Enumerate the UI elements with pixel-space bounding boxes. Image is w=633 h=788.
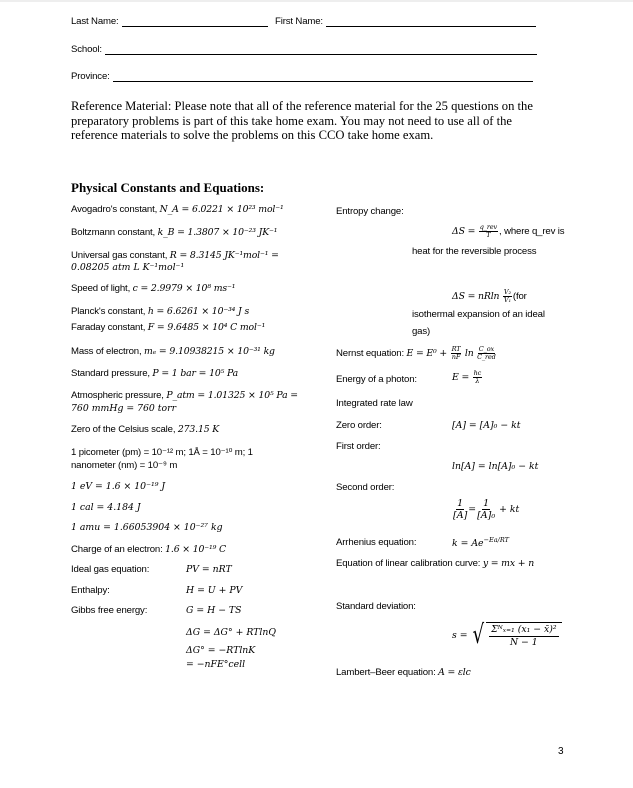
first-name-label: First Name:: [275, 16, 323, 27]
entropy-isothermal-note1: isothermal expansion of an ideal: [412, 309, 545, 320]
arrhenius-label: Arrhenius equation:: [336, 537, 417, 548]
last-name-field[interactable]: [71, 16, 268, 27]
fraction: $\frac{1}{\text{[A]₀}}$: [477, 498, 496, 521]
lambert-beer: Lambert–Beer equation: A = εlc: [336, 667, 471, 678]
entropy-isothermal-note2: gas): [412, 326, 431, 337]
entropy-equation-heat: ΔS = $\frac{\text{q\_rev}}{T}$ , where q_rev is: [452, 223, 565, 239]
zero-order-label: Zero order:: [336, 420, 382, 431]
gibbs-label: Gibbs free energy:: [71, 605, 148, 616]
first-name-field[interactable]: [275, 16, 536, 27]
fraction: $\frac{RT}{nF}$: [451, 345, 461, 361]
arrhenius-equation: $k = Ae^{-Ea/RT}$: [452, 536, 509, 550]
ideal-gas-label: Ideal gas equation:: [71, 564, 150, 575]
picometer-line1: 1 picometer (pm) = 10⁻¹² m; 1Å = 10⁻¹⁰ m; 1: [71, 447, 253, 458]
faraday-constant: Faraday constant, F = 9.6485 × 10⁴ C mol⁻¹: [71, 322, 266, 333]
photon-energy-equation: E = $\frac{hc}{\lambda}$: [452, 369, 482, 385]
fraction: $\frac{hc}{\lambda}$: [473, 369, 482, 385]
school-input[interactable]: [105, 44, 537, 55]
fraction: $\frac{\text{q\_rev}}{T}$: [479, 223, 498, 239]
page-top-edge: [0, 0, 633, 2]
province-label: Province:: [71, 71, 110, 82]
atmospheric-pressure: Atmospheric pressure, P_atm = 1.01325 × 10⁵ Pa =: [71, 390, 298, 401]
entropy-heat-note: heat for the reversible process: [412, 246, 537, 257]
standard-pressure: Standard pressure, P = 1 bar = 10⁵ Pa: [71, 368, 239, 379]
square-root-symbol: √: [472, 620, 484, 650]
gas-constant-alt: 0.08205 atm L K⁻¹mol⁻¹: [71, 262, 185, 273]
nernst-equation: Nernst equation: E = E⁰ + $\frac{RT}{nF}$ ln $\frac{C\_ox}{\text{C\_red}}$: [336, 345, 496, 361]
electron-volt: 1 eV = 1.6 × 10⁻¹⁹ J: [71, 481, 166, 492]
section-title: Physical Constants and Equations:: [71, 180, 265, 195]
entropy-label: Entropy change:: [336, 206, 404, 217]
celsius-zero: Zero of the Celsius scale, 273.15 K: [71, 424, 220, 435]
atomic-mass-unit: 1 amu = 1.66053904 × 10⁻²⁷ kg: [71, 522, 223, 533]
planck-constant: Planck's constant, h = 6.6261 × 10⁻³⁴ J s: [71, 306, 250, 317]
electron-mass: Mass of electron, mₑ = 9.10938215 × 10⁻³¹ kg: [71, 346, 275, 357]
enthalpy-equation: H = U + PV: [186, 585, 243, 596]
first-order-equation: ln[A] = ln[A]₀ − kt: [452, 461, 539, 472]
school-label: School:: [71, 44, 102, 55]
school-field[interactable]: [71, 44, 537, 55]
electron-charge: Charge of an electron: 1.6 × 10⁻¹⁹ C: [71, 544, 226, 555]
rate-law-label: Integrated rate law: [336, 398, 413, 409]
gibbs-equilibrium: ΔG° = −RTlnK: [186, 645, 256, 656]
province-field[interactable]: [71, 71, 533, 82]
zero-order-equation: [A] = [A]₀ − kt: [452, 420, 521, 431]
first-order-label: First order:: [336, 441, 381, 452]
picometer-line2: nanometer (nm) = 10⁻⁹ m: [71, 460, 178, 471]
last-name-input[interactable]: [122, 16, 268, 27]
std-dev-label: Standard deviation:: [336, 601, 416, 612]
photon-energy-label: Energy of a photon:: [336, 374, 417, 385]
second-order-equation: $\frac{1}{[A]}$ = $\frac{1}{\text{[A]₀}}$ + kt: [453, 498, 520, 521]
calorie: 1 cal = 4.184 J: [71, 502, 141, 513]
first-name-input[interactable]: [326, 16, 536, 27]
second-order-label: Second order:: [336, 482, 395, 493]
fraction: $\frac{C\_ox}{\text{C\_red}}$: [477, 345, 496, 361]
std-dev-equation: s = √ Σᴺₓ₌₁ (x₁ − x̄)² N − 1: [452, 622, 562, 648]
page-number: 3: [558, 746, 564, 757]
fraction: $\frac{1}{[A]}$: [453, 498, 468, 521]
ideal-gas-equation: PV = nRT: [186, 564, 232, 575]
avogadro-constant: Avogadro's constant, N_A = 6.0221 × 10²³ mol⁻¹: [71, 204, 284, 215]
enthalpy-label: Enthalpy:: [71, 585, 110, 596]
gibbs-equation: G = H − TS: [186, 605, 242, 616]
last-name-label: Last Name:: [71, 16, 119, 27]
boltzmann-constant: Boltzmann constant, k_B = 1.3807 × 10⁻²³ JK⁻¹: [71, 227, 278, 238]
gibbs-cell-potential: = −nFE°cell: [186, 659, 246, 670]
province-input[interactable]: [113, 71, 533, 82]
gibbs-reaction-quotient: ΔG = ΔG° + RTlnQ: [186, 627, 276, 638]
reference-note: Reference Material: Please note that all of the reference material for the 25 questions on the preparatory problems is part of this take home exam. You may not need to use all of the reference materials to solve the problems on this CCO take home exam.: [71, 99, 533, 143]
atmospheric-pressure-alt: 760 mmHg = 760 torr: [71, 403, 177, 414]
speed-of-light: Speed of light, c = 2.9979 × 10⁸ ms⁻¹: [71, 283, 236, 294]
calibration-curve: Equation of linear calibration curve: y = mx + n: [336, 558, 535, 569]
entropy-equation-isothermal: ΔS = nRln $\frac{\text{V₂}}{\text{V₁}}$ (for: [452, 288, 527, 304]
gas-constant: Universal gas constant, R = 8.3145 JK⁻¹mol⁻¹ =: [71, 250, 279, 261]
fraction: $\frac{\text{V₂}}{\text{V₁}}$: [503, 288, 511, 304]
